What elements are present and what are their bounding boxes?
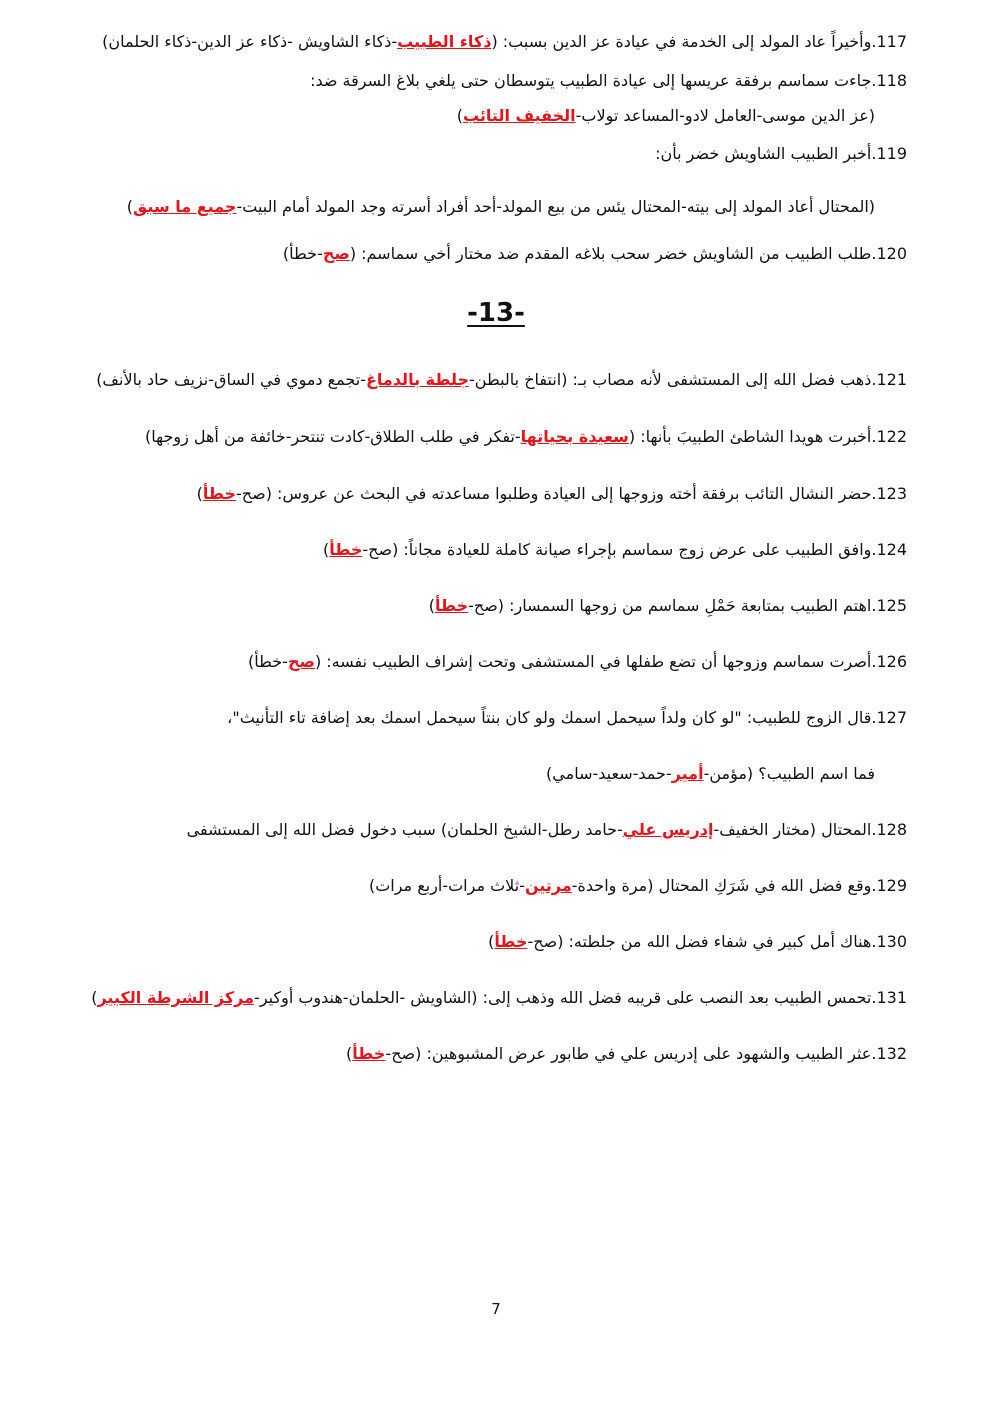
question-text: المحتال (مختار الخفيف- [713, 820, 872, 839]
question-number: 128. [871, 820, 907, 839]
question-line [310, 69, 907, 93]
question-number: 124. [871, 540, 907, 559]
question-number: 120. [871, 244, 907, 263]
question-text: (عز الدين موسى-العامل لادو-المساعد تولاب- [575, 106, 875, 125]
question-number: 127. [871, 708, 907, 727]
question-text: وافق الطبيب على عرض زوج سماسم بإجراء صيانة كاملة للعيادة مجاناً: (صح- [362, 540, 872, 559]
correct-answer: خطأ [434, 596, 469, 615]
question-line [187, 818, 907, 842]
question-line [369, 874, 907, 898]
correct-answer: مركز الشرطة الكبير [97, 988, 255, 1007]
correct-answer: أمير [671, 764, 704, 783]
question-line [429, 594, 907, 618]
correct-answer: صح [322, 244, 350, 263]
question-text: عثر الطبيب والشهود على إدريس علي في طابور عرض المشبوهين: (صح- [385, 1044, 872, 1063]
question-text: -تفكر في طلب الطلاق-كادت تنتحر-خائفة من أهل زوجها) [144, 427, 521, 446]
correct-answer: جميع ما سبق [132, 197, 237, 216]
correct-answer: إدريس علي [622, 820, 714, 839]
correct-answer: مرتين [524, 876, 572, 895]
question-text: -حمد-سعيد-سامي) [546, 764, 672, 783]
question-text: -خطأ) [248, 652, 288, 671]
question-text: هناك أمل كبير في شفاء فضل الله من جلطته: (صح- [527, 932, 872, 951]
section-heading: -13- [467, 298, 525, 328]
question-line [91, 986, 907, 1010]
question-line [323, 538, 907, 562]
question-number: 130. [871, 932, 907, 951]
correct-answer: ذكاء الطبيب [397, 32, 492, 51]
question-number: 126. [871, 652, 907, 671]
question-text: جاءت سماسم برفقة عريسها إلى عيادة الطبيب يتوسطان حتى يلغي بلاغ السرقة ضد: [310, 71, 872, 90]
question-text: -حامد رطل-الشيخ الحلمان) سبب دخول فضل الله إلى المستشفى [186, 820, 623, 839]
question-text: (المحتال أعاد المولد إلى بيته-المحتال يئس من بيع المولد-أحد أفراد أسرته وجد المولد أمام البيت- [236, 197, 875, 216]
question-text: وأخيراً عاد المولد إلى الخدمة في عيادة عز الدين بسبب: ( [491, 32, 872, 51]
question-continuation-line [546, 762, 875, 786]
question-number: 125. [871, 596, 907, 615]
correct-answer: خطأ [329, 540, 363, 559]
question-text: ) [91, 988, 98, 1007]
correct-answer: سعيدة بحياتها [520, 427, 629, 446]
question-text: ) [346, 1044, 353, 1063]
question-text: حضر النشال التائب برفقة أخته وزوجها إلى العيادة وطلبوا مساعدته في البحث عن عروس: (صح- [236, 484, 872, 503]
question-text: ) [323, 540, 330, 559]
question-line [96, 368, 907, 392]
question-text: ) [456, 106, 463, 125]
question-text: تحمس الطبيب بعد النصب على قريبه فضل الله وذهب إلى: (الشاويش -الحلمان-هندوب أوكير- [254, 988, 872, 1007]
correct-answer: خطأ [352, 1044, 386, 1063]
question-number: 117. [871, 32, 907, 51]
question-line [655, 142, 907, 166]
question-text: قال الزوج للطبيب: "لو كان ولداً سيحمل اسمك ولو كان بنتاً سيحمل اسمك بعد إضافة تاء التأنيث"، [227, 708, 872, 727]
question-text: -ذكاء الشاويش -ذكاء عز الدين-ذكاء الحلمان) [102, 32, 398, 51]
question-text: وقع فضل الله في شَرَكِ المحتال (مرة واحدة- [571, 876, 872, 895]
correct-answer: صح [287, 652, 315, 671]
question-text: -تجمع دموي في الساق-نزيف حاد بالأنف) [96, 370, 366, 389]
question-line [227, 706, 907, 730]
question-text: ) [126, 197, 133, 216]
question-continuation-line [127, 195, 875, 219]
question-line [197, 482, 907, 506]
page-number: 7 [491, 1300, 501, 1318]
correct-answer: الخفيف التائب [462, 106, 576, 125]
question-number: 118. [871, 71, 907, 90]
question-line [145, 425, 907, 449]
question-text: ذهب فضل الله إلى المستشفى لأنه مصاب بـ: (انتفاخ بالبطن- [469, 370, 872, 389]
question-text: -ثلاث مرات-أربع مرات) [368, 876, 525, 895]
question-text: أخبر الطبيب الشاويش خضر بأن: [655, 144, 872, 163]
question-text: أصرت سماسم وزوجها أن تضع طفلها في المستشفى وتحت إشراف الطبيب نفسه: ( [314, 652, 872, 671]
question-text: طلب الطبيب من الشاويش خضر سحب بلاغه المقدم ضد مختار أخي سماسم: ( [349, 244, 872, 263]
question-text: ) [196, 484, 203, 503]
question-text: -خطأ) [282, 244, 323, 263]
question-text: ) [428, 596, 435, 615]
question-line [102, 30, 907, 54]
question-continuation-line [457, 104, 875, 128]
question-text: اهتم الطبيب بمتابعة حَمْلِ سماسم من زوجها السمسار: (صح- [468, 596, 872, 615]
question-text: ) [488, 932, 495, 951]
question-number: 132. [871, 1044, 907, 1063]
question-text: أخبرت هويدا الشاطئ الطبيبَ بأنها: ( [628, 427, 872, 446]
question-text: فما اسم الطبيب؟ (مؤمن- [703, 764, 875, 783]
question-number: 131. [871, 988, 907, 1007]
question-line [488, 930, 907, 954]
question-number: 129. [871, 876, 907, 895]
correct-answer: جلطة بالدماغ [365, 370, 469, 389]
question-line [248, 650, 907, 674]
question-number: 123. [871, 484, 907, 503]
correct-answer: خطأ [494, 932, 528, 951]
correct-answer: خطأ [202, 484, 237, 503]
question-number: 121. [871, 370, 907, 389]
question-number: 122. [871, 427, 907, 446]
question-line [283, 242, 907, 266]
question-line [346, 1042, 907, 1066]
question-number: 119. [871, 144, 907, 163]
